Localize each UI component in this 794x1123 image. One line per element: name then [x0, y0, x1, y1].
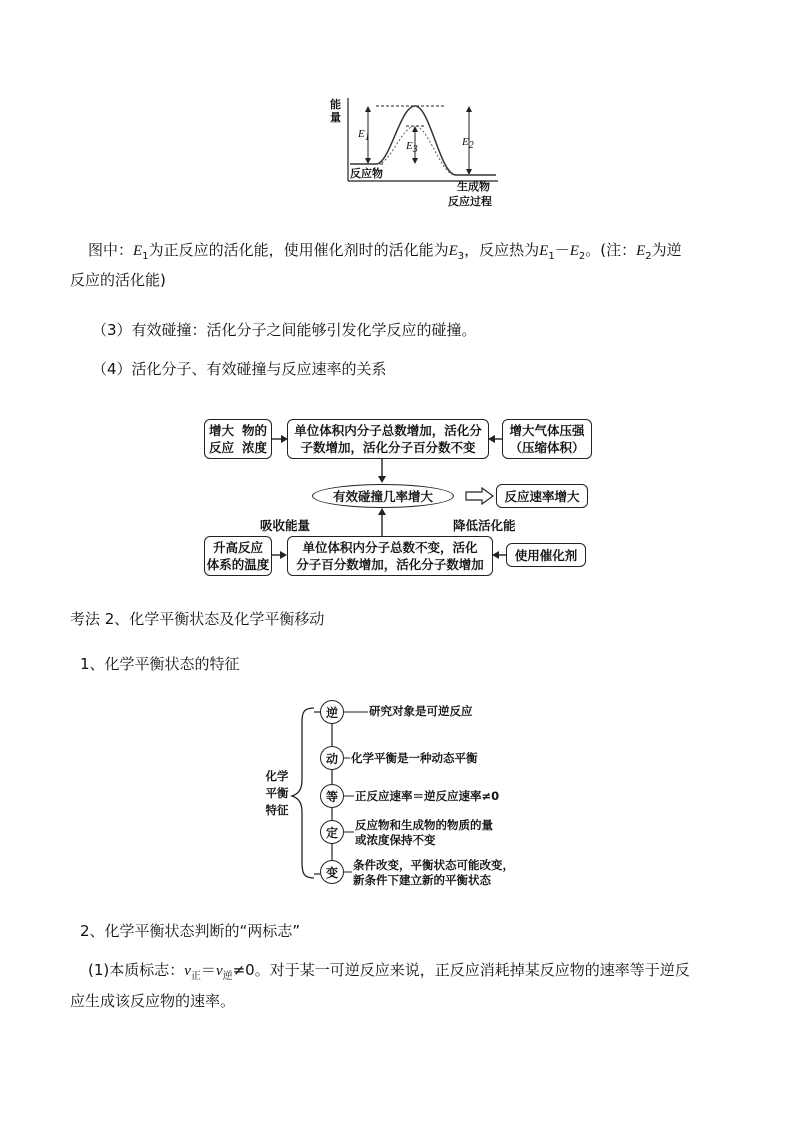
equals-sign: ＝: [200, 961, 216, 979]
feature-text-equal: 正反应速率＝逆反应速率≠0: [355, 789, 500, 803]
section-1-title: 1、化学平衡状态的特征: [80, 655, 240, 673]
equilibrium-features-diagram: [262, 698, 542, 898]
caption-e2b: E: [636, 243, 646, 259]
essential-sign-prefix: (1)本质标志：: [88, 961, 185, 979]
e3-letter: E: [406, 140, 413, 152]
energy-axis-label: 能量: [330, 98, 341, 124]
rate-flow-diagram: [200, 410, 600, 585]
box-pressure-line-1: 增大气体压强: [509, 423, 585, 438]
feature-fixed-line-1: 反应物和生成物的物质的量: [355, 818, 493, 832]
feature-text-change: [353, 858, 514, 888]
caption-e1-sub: 1: [142, 251, 149, 262]
feature-circle-reversible: 逆: [320, 700, 344, 724]
method-2-title: 考法 2、化学平衡状态及化学平衡移动: [70, 610, 325, 628]
caption-minus: －: [554, 241, 570, 259]
energy-diagram: [328, 96, 508, 208]
products-label: 生成物: [457, 180, 490, 193]
box-rate-increase-text: 反应速率增大: [504, 488, 580, 504]
e1-label: [358, 128, 370, 143]
essential-sign-text: ≠0。对于某一可逆反应来说，正反应消耗掉某反应物的速率等于逆反: [232, 961, 690, 979]
caption-e1b-sub: 1: [548, 251, 555, 262]
feature-circle-equal: 等: [320, 784, 344, 808]
feature-change-line-1: 条件改变，平衡状态可能改变，: [353, 858, 514, 872]
box-concentration-line-2: 物的浓度: [241, 423, 267, 455]
caption-e1b: E: [539, 243, 549, 259]
e2-label: [462, 136, 474, 151]
oval-effective-collision: [312, 484, 454, 508]
e2-letter: E: [462, 136, 469, 148]
box-catalyst-text: 使用催化剂: [514, 547, 578, 563]
label-absorb-energy: 吸收能量: [260, 518, 311, 533]
v-forward: v: [184, 963, 191, 979]
v-reverse: v: [215, 963, 223, 979]
section-2-title: 2、化学平衡状态判断的“两标志”: [80, 922, 301, 940]
box-temperature-line-1: 升高反应: [212, 540, 263, 555]
caption-e2b-sub: 2: [645, 251, 652, 262]
caption-line-1: [88, 238, 682, 269]
item-4: （4）活化分子、有效碰撞与反应速率的关系: [92, 360, 387, 378]
label-lower-activation-energy: 降低活化能: [453, 518, 516, 533]
caption-e1: E: [133, 243, 143, 259]
caption-line-2: 反应的活化能): [70, 271, 166, 289]
box-temperature-line-2: 体系的温度: [206, 557, 270, 572]
box-increase-concentration: [204, 419, 272, 459]
caption-text-5: 为逆: [651, 241, 682, 259]
group-label-line-2: 平衡: [265, 786, 289, 800]
box-bottom-center: [287, 536, 493, 576]
box-top-center-line-2: 子数增加，活化分子百分数不变: [300, 440, 476, 455]
essential-sign-line-2: 应生成该反应物的速率。: [70, 992, 236, 1010]
e1-sub: 1: [364, 132, 370, 144]
box-concentration-line-1: 增大反应: [208, 423, 234, 455]
box-use-catalyst: [506, 543, 586, 567]
feature-fixed-line-2: 或浓度保持不变: [355, 833, 436, 847]
e3-sub: 3: [412, 144, 418, 156]
box-pressure-line-2: （压缩体积）: [509, 440, 585, 455]
reactants-label: 反应物: [350, 167, 383, 180]
box-bottom-center-line-2: 分子百分数增加，活化分子数增加: [296, 557, 484, 572]
box-rate-increase: [496, 484, 588, 508]
box-bottom-center-line-1: 单位体积内分子总数不变，活化: [302, 540, 478, 555]
feature-circle-fixed: 定: [320, 820, 344, 844]
feature-change-line-2: 新条件下建立新的平衡状态: [353, 873, 491, 887]
caption-text-1: 图中：: [88, 241, 134, 259]
feature-text-dynamic: 化学平衡是一种动态平衡: [351, 751, 478, 765]
caption-e3-sub: 3: [457, 251, 465, 262]
feature-text-reversible: 研究对象是可逆反应: [369, 704, 473, 718]
caption-text-2: 为正反应的活化能，使用催化剂时的活化能为: [148, 241, 449, 259]
caption-e3: E: [448, 243, 458, 259]
caption-e2-sub: 2: [578, 251, 586, 262]
box-top-center-line-1: 单位体积内分子总数增加，活化分: [294, 423, 482, 438]
feature-circle-change: 变: [320, 860, 344, 884]
essential-sign-line-1: [88, 958, 690, 989]
box-increase-pressure: [502, 419, 592, 459]
equilibrium-group-label: [262, 768, 292, 819]
oval-effective-collision-text: 有效碰撞几率增大: [332, 488, 433, 504]
e1-letter: E: [358, 128, 365, 140]
box-top-center: [287, 419, 489, 459]
group-label-line-3: 特征: [265, 803, 289, 817]
group-label-line-1: 化学: [265, 769, 289, 783]
item-3: （3）有效碰撞：活化分子之间能够引发化学反应的碰撞。: [92, 321, 477, 339]
v-reverse-sub: 逆: [222, 971, 233, 982]
feature-text-fixed: [355, 818, 493, 848]
x-axis-label: 反应过程: [448, 195, 492, 208]
e2-sub: 2: [468, 140, 474, 152]
caption-text-4: 。(注：: [585, 241, 637, 259]
caption-text-3: ，反应热为: [464, 241, 540, 259]
box-raise-temperature: [204, 536, 272, 576]
caption-e2: E: [569, 243, 579, 259]
feature-circle-dynamic: 动: [320, 746, 344, 770]
v-forward-sub: 正: [190, 971, 201, 982]
e3-label: [406, 140, 418, 155]
